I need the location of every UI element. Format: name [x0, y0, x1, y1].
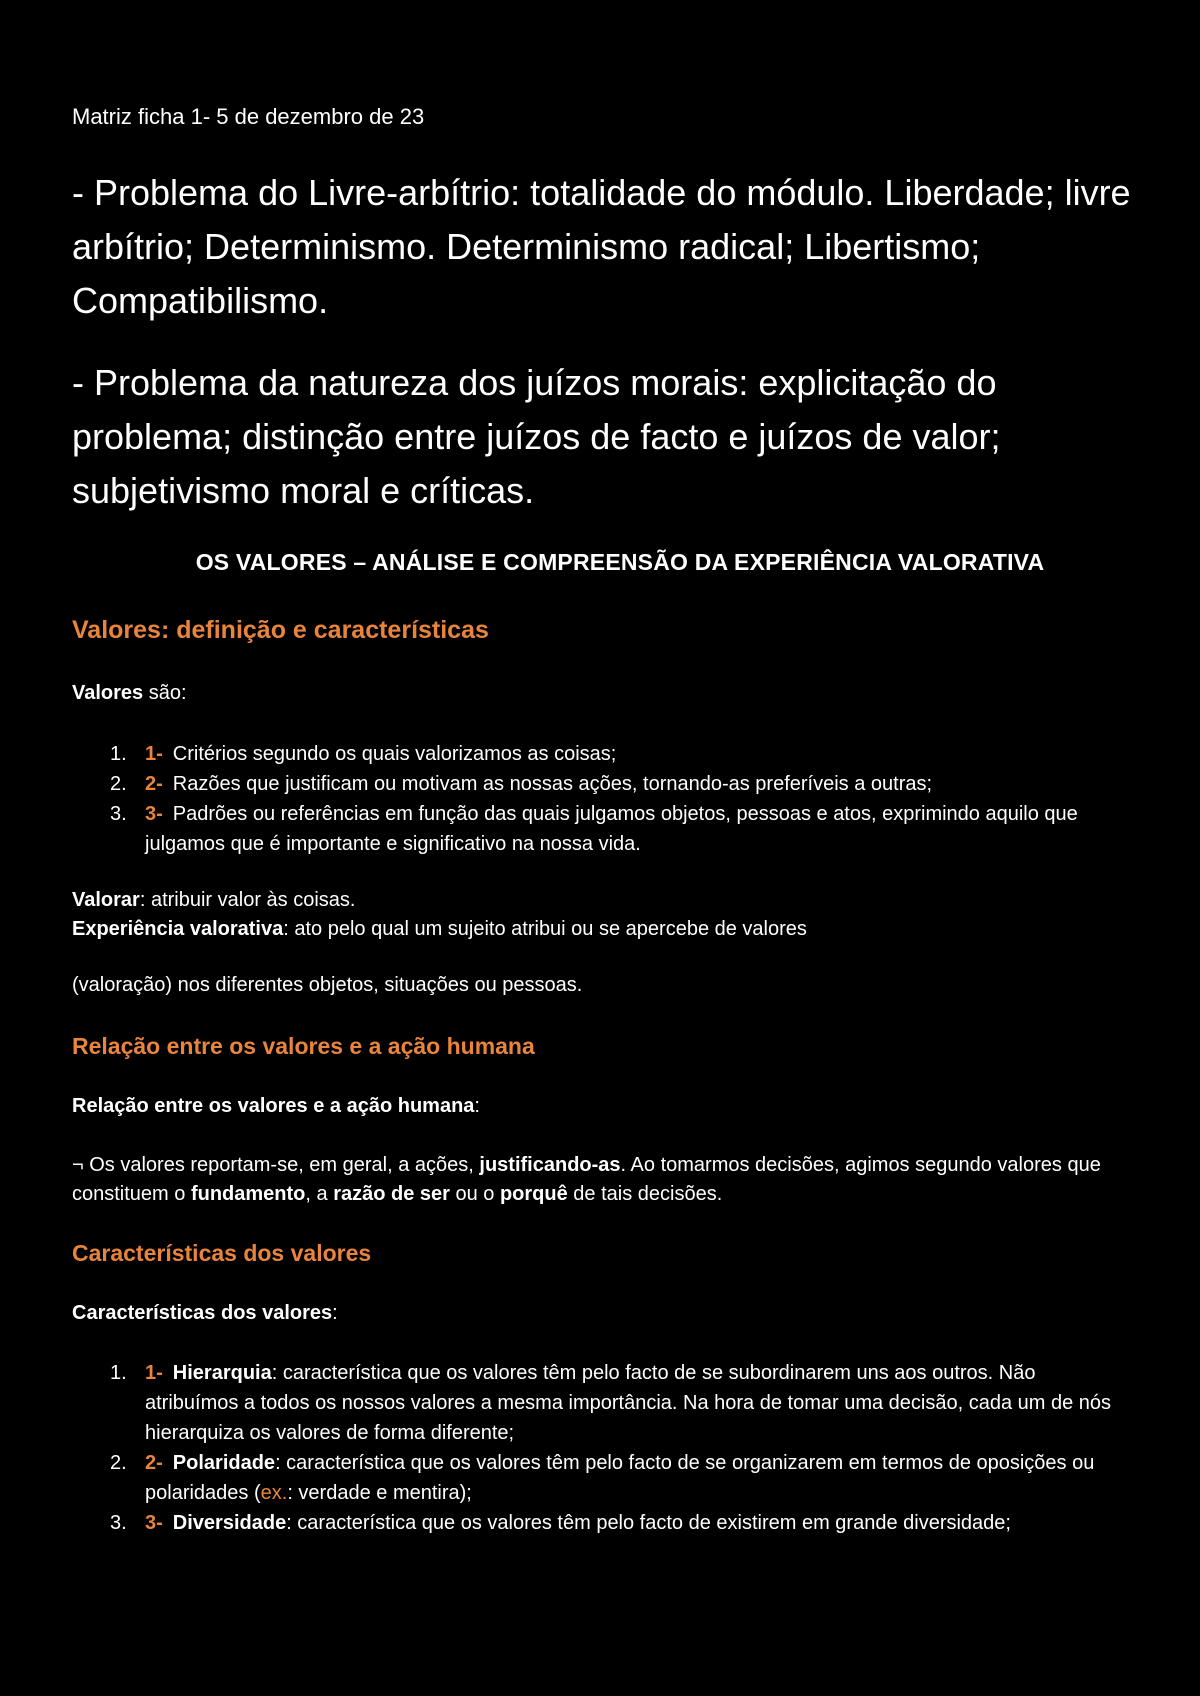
- values-intro-rest: são:: [143, 682, 187, 704]
- item-term: Polaridade: [172, 1452, 276, 1474]
- list-item: [72, 1358, 1132, 1448]
- intro-paragraph-moral-judgments: - Problema da natureza dos juízos morais: explicitação do problema; distinção entre juízos de facto e juízos de valor; subjetivismo moral e críticas.: [72, 362, 1001, 511]
- item-number: 2-: [145, 773, 163, 795]
- characteristics-label-text: Características dos valores: [72, 1302, 333, 1324]
- list-item: [72, 1448, 1132, 1508]
- relation-label-colon: :: [474, 1095, 480, 1117]
- item-text: Critérios segundo os quais valorizamos as coisas;: [172, 743, 617, 765]
- list-marker: 1.: [110, 1362, 127, 1384]
- definition-term: Valorar: [72, 889, 140, 911]
- item-text: Padrões ou referências em função das quais julgamos objetos, pessoas e atos, exprimindo aquilo que julgamos que é importante e significativo na nossa vida.: [145, 803, 1078, 855]
- characteristics-list: [72, 1358, 1132, 1538]
- item-term: Diversidade: [172, 1512, 287, 1534]
- characteristics-label: [72, 1302, 1132, 1325]
- relation-text: de tais decisões.: [567, 1183, 723, 1205]
- definitions-block: [72, 886, 1132, 944]
- relation-bold: porquê: [499, 1183, 568, 1205]
- relation-label: [72, 1095, 1132, 1118]
- relation-paragraph: [72, 1151, 1132, 1209]
- relation-bold: justificando-as: [479, 1154, 621, 1176]
- definition-valorar: [72, 886, 1132, 915]
- section-heading-values-action: Relação entre os valores e a ação humana: [72, 1033, 535, 1059]
- values-intro: [72, 682, 1132, 705]
- item-text: : característica que os valores têm pelo facto de existirem em grande diversidade;: [286, 1512, 1011, 1534]
- definition-continuation: (valoração) nos diferentes objetos, situações ou pessoas.: [72, 974, 583, 996]
- characteristics-label-colon: :: [332, 1302, 338, 1324]
- item-number: 2-: [145, 1452, 163, 1474]
- item-number: 1-: [145, 1362, 163, 1384]
- relation-text: . Ao tomarmos decisões, agimos segundo valores que constituem o: [72, 1154, 1101, 1205]
- example-label: ex.: [260, 1482, 288, 1504]
- item-text: Razões que justificam ou motivam as nossas ações, tornando-as preferíveis a outras;: [172, 773, 933, 795]
- list-marker: 2.: [110, 773, 127, 795]
- list-item: [72, 739, 1132, 769]
- section-heading-characteristics: Características dos valores: [72, 1240, 372, 1266]
- intro-paragraph-free-will: - Problema do Livre-arbítrio: totalidade do módulo. Liberdade; livre arbítrio; Determinismo. Determinismo radical; Libertismo; Compatibilismo.: [72, 172, 1131, 321]
- relation-bold: razão de ser: [333, 1183, 450, 1205]
- values-definition-list: [72, 739, 1132, 859]
- definition-experiencia: [72, 915, 1132, 944]
- main-title: OS VALORES – ANÁLISE E COMPREENSÃO DA EXPERIÊNCIA VALORATIVA: [195, 549, 1045, 575]
- list-marker: 2.: [110, 1452, 127, 1474]
- item-number: 3-: [145, 1512, 163, 1534]
- list-marker: 1.: [110, 743, 127, 765]
- definition-term: Experiência valorativa: [72, 918, 284, 940]
- section-heading-values-definition: Valores: definição e características: [72, 616, 489, 644]
- definition-text: : ato pelo qual um sujeito atribui ou se apercebe de valores: [283, 918, 807, 940]
- list-marker: 3.: [110, 1512, 127, 1534]
- item-term: Hierarquia: [172, 1362, 272, 1384]
- definition-text: : atribuir valor às coisas.: [139, 889, 356, 911]
- item-number: 1-: [145, 743, 163, 765]
- list-marker: 3.: [110, 803, 127, 825]
- item-text: : verdade e mentira);: [287, 1482, 472, 1504]
- item-number: 3-: [145, 803, 163, 825]
- list-item: [72, 769, 1132, 799]
- relation-text: ou o: [449, 1183, 500, 1205]
- list-item: [72, 799, 1132, 859]
- relation-text: , a: [305, 1183, 334, 1205]
- header-title: Matriz ficha 1- 5 de dezembro de 23: [72, 104, 425, 129]
- list-item: [72, 1508, 1132, 1538]
- item-text: : característica que os valores têm pelo facto de se subordinarem uns aos outros. Não atribuímos a todos os nossos valores a mesma importância. Na hora de tomar uma decisão, cada um de nós hierarquiza os valores de forma diferente;: [145, 1362, 1112, 1444]
- item-text: : característica que os valores têm pelo facto de se organizarem em termos de oposições ou polaridades (: [145, 1452, 1095, 1504]
- relation-label-text: Relação entre os valores e a ação humana: [72, 1095, 475, 1117]
- relation-bold: fundamento: [190, 1183, 306, 1205]
- relation-text: ¬ Os valores reportam-se, em geral, a ações,: [72, 1154, 480, 1176]
- values-term: Valores: [72, 682, 144, 704]
